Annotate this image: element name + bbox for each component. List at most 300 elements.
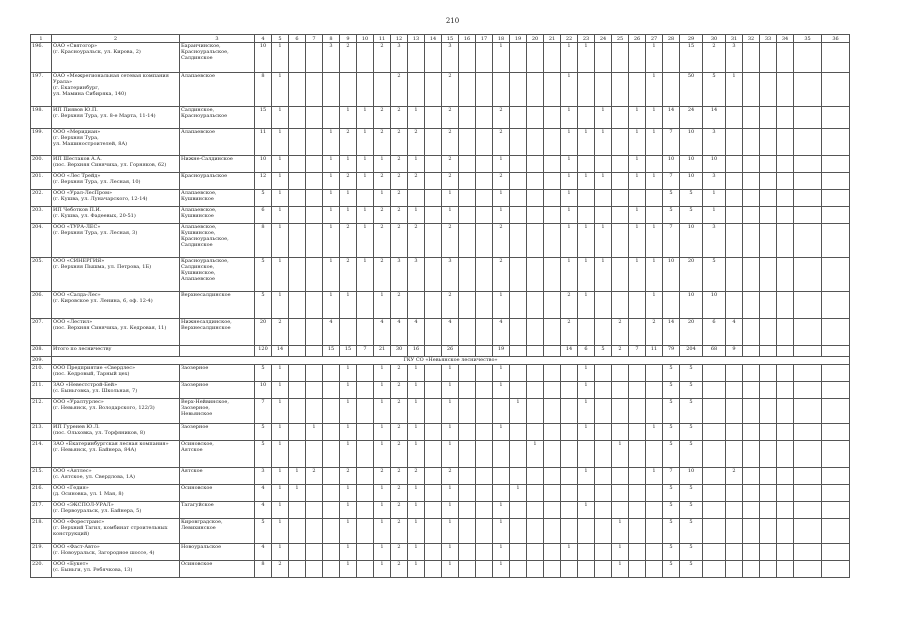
value-cell — [476, 502, 493, 519]
table-row — [31, 544, 850, 561]
section-title: ГКУ СО «Невьянское лесничество» — [52, 357, 850, 365]
value-cell: 4 — [323, 319, 340, 346]
value-cell: 7 — [255, 399, 272, 424]
value-cell — [777, 382, 794, 399]
value-cell — [595, 544, 612, 561]
organization-cell: ОАО «Межрегиональная сетевая компания Урала» (г. Екатеринбург, ул. Мамина Сибиряка, 140) — [52, 73, 180, 107]
value-cell: 5 — [680, 207, 703, 224]
value-cell — [822, 319, 850, 346]
row-number: 200. — [31, 156, 52, 173]
value-cell — [510, 365, 527, 382]
value-cell: 5 — [255, 441, 272, 468]
value-cell — [743, 292, 760, 319]
value-cell: 2 — [612, 319, 629, 346]
value-cell: 2 — [391, 190, 408, 207]
value-cell — [510, 207, 527, 224]
value-cell — [527, 190, 544, 207]
value-cell — [561, 502, 578, 519]
value-cell — [612, 156, 629, 173]
value-cell — [510, 224, 527, 258]
forestry-district-cell: Алапаевское — [180, 129, 255, 156]
value-cell: 1 — [703, 207, 726, 224]
value-cell — [794, 485, 822, 502]
value-cell — [794, 399, 822, 424]
value-cell — [459, 190, 476, 207]
value-cell — [822, 43, 850, 73]
value-cell — [822, 519, 850, 544]
value-cell — [510, 129, 527, 156]
value-cell — [510, 107, 527, 129]
organization-cell: ООО «ЭКСПОЛ-УРАЛ» (г. Первоуральск, ул. Байнера, 5) — [52, 502, 180, 519]
value-cell: 5 — [663, 424, 680, 441]
value-cell: 8 — [255, 224, 272, 258]
value-cell — [510, 292, 527, 319]
value-cell — [777, 346, 794, 357]
value-cell — [357, 43, 374, 73]
value-cell: 15 — [680, 43, 703, 73]
value-cell — [289, 107, 306, 129]
column-header: 24 — [595, 35, 612, 43]
column-header: 16 — [459, 35, 476, 43]
value-cell — [595, 561, 612, 578]
value-cell — [459, 502, 476, 519]
organization-cell: ООО «Лестил» (пос. Верхняя Синячиха, ул. Кедровая, 11) — [52, 319, 180, 346]
value-cell — [459, 424, 476, 441]
value-cell — [425, 73, 442, 107]
value-cell: 1 — [357, 207, 374, 224]
value-cell — [760, 468, 777, 485]
forestry-district-cell: Осиновское, Аятское — [180, 441, 255, 468]
value-cell — [306, 502, 323, 519]
value-cell: 1 — [357, 107, 374, 129]
value-cell: 1 — [323, 129, 340, 156]
value-cell — [612, 365, 629, 382]
value-cell — [425, 319, 442, 346]
value-cell — [527, 224, 544, 258]
value-cell: 1 — [323, 173, 340, 190]
table-row — [31, 485, 850, 502]
value-cell — [527, 129, 544, 156]
value-cell — [306, 173, 323, 190]
value-cell — [459, 319, 476, 346]
value-cell: 3 — [703, 129, 726, 156]
value-cell — [306, 207, 323, 224]
value-cell: 5 — [703, 258, 726, 292]
value-cell: 1 — [578, 365, 595, 382]
value-cell — [703, 468, 726, 485]
value-cell — [595, 502, 612, 519]
value-cell — [289, 129, 306, 156]
value-cell: 1 — [527, 441, 544, 468]
value-cell: 1 — [272, 485, 289, 502]
value-cell — [794, 365, 822, 382]
value-cell: 1 — [493, 382, 510, 399]
value-cell — [493, 468, 510, 485]
value-cell — [408, 190, 425, 207]
value-cell — [578, 190, 595, 207]
value-cell: 1 — [374, 544, 391, 561]
value-cell — [476, 544, 493, 561]
value-cell: 1 — [578, 173, 595, 190]
value-cell — [510, 502, 527, 519]
value-cell — [703, 561, 726, 578]
value-cell — [822, 292, 850, 319]
column-header: 21 — [544, 35, 561, 43]
value-cell — [629, 441, 646, 468]
value-cell — [578, 319, 595, 346]
value-cell: 1 — [442, 441, 459, 468]
value-cell — [544, 365, 561, 382]
value-cell: 1 — [374, 485, 391, 502]
value-cell: 16 — [408, 346, 425, 357]
value-cell: 1 — [340, 544, 357, 561]
value-cell — [794, 468, 822, 485]
value-cell — [544, 258, 561, 292]
organization-cell: ООО Предприятие «Свердлес» (пос. Кедровый, Тарный цех) — [52, 365, 180, 382]
value-cell: 1 — [612, 561, 629, 578]
organization-cell: ООО «Салда-Лес» (г. Кировское ул. Ленина, 6, оф. 12-4) — [52, 292, 180, 319]
value-cell — [527, 519, 544, 544]
value-cell: 1 — [646, 468, 663, 485]
value-cell — [544, 561, 561, 578]
table-row — [31, 357, 850, 365]
value-cell — [306, 73, 323, 107]
value-cell — [629, 561, 646, 578]
value-cell: 5 — [255, 190, 272, 207]
value-cell — [561, 382, 578, 399]
value-cell — [777, 107, 794, 129]
value-cell — [743, 468, 760, 485]
value-cell: 1 — [442, 207, 459, 224]
value-cell: 15 — [340, 346, 357, 357]
value-cell: 1 — [323, 292, 340, 319]
value-cell: 1 — [442, 519, 459, 544]
value-cell — [357, 502, 374, 519]
row-number: 214. — [31, 441, 52, 468]
row-number: 198. — [31, 107, 52, 129]
row-number: 205. — [31, 258, 52, 292]
value-cell — [306, 399, 323, 424]
value-cell — [357, 319, 374, 346]
value-cell: 5 — [680, 365, 703, 382]
column-header: 9 — [340, 35, 357, 43]
value-cell: 1 — [340, 207, 357, 224]
column-header: 12 — [391, 35, 408, 43]
value-cell — [760, 424, 777, 441]
value-cell: 4 — [442, 319, 459, 346]
value-cell: 1 — [646, 73, 663, 107]
value-cell — [476, 73, 493, 107]
value-cell — [527, 207, 544, 224]
value-cell — [425, 365, 442, 382]
value-cell: 2 — [493, 224, 510, 258]
value-cell — [527, 258, 544, 292]
value-cell — [595, 382, 612, 399]
value-cell: 1 — [629, 156, 646, 173]
value-cell — [289, 441, 306, 468]
value-cell: 7 — [663, 224, 680, 258]
value-cell: 1 — [408, 519, 425, 544]
forestry-district-cell: Алапаевское, Кушвинское — [180, 207, 255, 224]
value-cell: 19 — [493, 346, 510, 357]
value-cell — [777, 365, 794, 382]
value-cell: 2 — [340, 129, 357, 156]
column-header: 19 — [510, 35, 527, 43]
row-number: 213. — [31, 424, 52, 441]
value-cell — [743, 224, 760, 258]
value-cell — [743, 544, 760, 561]
value-cell — [459, 544, 476, 561]
value-cell — [629, 365, 646, 382]
value-cell — [726, 156, 743, 173]
value-cell — [544, 173, 561, 190]
value-cell — [646, 561, 663, 578]
value-cell: 1 — [578, 468, 595, 485]
value-cell — [794, 382, 822, 399]
value-cell — [544, 382, 561, 399]
value-cell — [306, 365, 323, 382]
table-row — [31, 424, 850, 441]
value-cell: 3 — [408, 258, 425, 292]
value-cell: 5 — [680, 190, 703, 207]
value-cell — [306, 519, 323, 544]
value-cell: 1 — [612, 544, 629, 561]
value-cell: 1 — [340, 519, 357, 544]
row-number: 218. — [31, 519, 52, 544]
value-cell — [493, 485, 510, 502]
value-cell — [544, 346, 561, 357]
value-cell — [760, 519, 777, 544]
value-cell — [340, 319, 357, 346]
column-header: 29 — [680, 35, 703, 43]
value-cell — [612, 129, 629, 156]
organization-cell: ООО «Урал-ЛесПром» (г. Кушва, ул. Луначарского, 12-14) — [52, 190, 180, 207]
value-cell — [794, 319, 822, 346]
value-cell: 1 — [272, 107, 289, 129]
value-cell — [527, 502, 544, 519]
value-cell — [323, 424, 340, 441]
value-cell: 4 — [391, 319, 408, 346]
value-cell: 2 — [340, 173, 357, 190]
organization-cell: ООО «Форестранс» (г. Верхний Тагил, комбинат строительных конструкций) — [52, 519, 180, 544]
value-cell — [794, 43, 822, 73]
value-cell: 6 — [255, 207, 272, 224]
value-cell — [777, 129, 794, 156]
value-cell: 1 — [493, 156, 510, 173]
organization-cell: ЗАО «Екатеринбургская лесная компания» (г. Невьянск, ул. Байнера, 84А) — [52, 441, 180, 468]
table-row — [31, 207, 850, 224]
value-cell — [306, 561, 323, 578]
value-cell: 1 — [595, 129, 612, 156]
column-header: 5 — [272, 35, 289, 43]
value-cell — [476, 424, 493, 441]
value-cell — [703, 382, 726, 399]
value-cell: 2 — [391, 365, 408, 382]
value-cell — [425, 485, 442, 502]
value-cell — [527, 173, 544, 190]
value-cell: 1 — [323, 224, 340, 258]
value-cell — [760, 156, 777, 173]
value-cell — [777, 544, 794, 561]
value-cell: 1 — [272, 224, 289, 258]
value-cell: 2 — [391, 399, 408, 424]
value-cell: 2 — [391, 468, 408, 485]
value-cell: 1 — [272, 129, 289, 156]
value-cell — [595, 399, 612, 424]
value-cell: 1 — [442, 399, 459, 424]
value-cell: 1 — [374, 441, 391, 468]
value-cell: 1 — [374, 156, 391, 173]
value-cell — [794, 561, 822, 578]
value-cell — [357, 292, 374, 319]
value-cell: 1 — [442, 190, 459, 207]
value-cell: 1 — [578, 292, 595, 319]
value-cell: 1 — [408, 424, 425, 441]
table-row — [31, 382, 850, 399]
value-cell: 1 — [323, 190, 340, 207]
value-cell — [510, 519, 527, 544]
value-cell: 1 — [561, 156, 578, 173]
value-cell — [612, 258, 629, 292]
value-cell: 1 — [340, 399, 357, 424]
column-header: 28 — [663, 35, 680, 43]
value-cell — [459, 468, 476, 485]
column-header: 33 — [760, 35, 777, 43]
value-cell — [289, 519, 306, 544]
value-cell: 3 — [703, 224, 726, 258]
table-row — [31, 224, 850, 258]
value-cell — [743, 485, 760, 502]
value-cell: 6 — [703, 319, 726, 346]
value-cell — [760, 173, 777, 190]
value-cell — [794, 544, 822, 561]
value-cell — [777, 424, 794, 441]
value-cell — [743, 258, 760, 292]
value-cell — [822, 485, 850, 502]
value-cell — [777, 156, 794, 173]
value-cell — [743, 129, 760, 156]
value-cell — [612, 190, 629, 207]
value-cell: 10 — [255, 382, 272, 399]
value-cell — [544, 156, 561, 173]
value-cell: 5 — [595, 346, 612, 357]
value-cell — [323, 107, 340, 129]
value-cell — [527, 382, 544, 399]
value-cell: 1 — [561, 190, 578, 207]
value-cell — [646, 365, 663, 382]
value-cell — [476, 107, 493, 129]
value-cell — [629, 190, 646, 207]
value-cell: 1 — [578, 258, 595, 292]
value-cell — [357, 544, 374, 561]
column-header: 14 — [425, 35, 442, 43]
value-cell: 1 — [374, 502, 391, 519]
value-cell — [760, 544, 777, 561]
value-cell — [510, 424, 527, 441]
value-cell — [726, 224, 743, 258]
organization-cell: ООО «Меридиан» (г. Верхняя Тура, ул. Машиностроителей, 8А) — [52, 129, 180, 156]
value-cell — [822, 156, 850, 173]
organization-cell: ООО «Уралтурлес» (г. Невьянск, ул. Володарского, 122/3) — [52, 399, 180, 424]
value-cell: 2 — [391, 173, 408, 190]
value-cell — [760, 485, 777, 502]
table-row — [31, 190, 850, 207]
value-cell — [476, 561, 493, 578]
value-cell: 2 — [391, 107, 408, 129]
value-cell: 1 — [272, 502, 289, 519]
value-cell: 2 — [391, 519, 408, 544]
value-cell: 1 — [323, 258, 340, 292]
value-cell — [459, 519, 476, 544]
value-cell: 15 — [323, 346, 340, 357]
value-cell — [726, 365, 743, 382]
value-cell: 7 — [663, 173, 680, 190]
value-cell — [629, 519, 646, 544]
value-cell — [743, 43, 760, 73]
value-cell: 2 — [374, 43, 391, 73]
value-cell: 15 — [255, 107, 272, 129]
value-cell: 5 — [680, 502, 703, 519]
value-cell — [629, 502, 646, 519]
value-cell — [306, 382, 323, 399]
value-cell: 68 — [703, 346, 726, 357]
value-cell: 3 — [391, 258, 408, 292]
value-cell: 2 — [340, 468, 357, 485]
table-row — [31, 561, 850, 578]
column-header: 17 — [476, 35, 493, 43]
value-cell: 1 — [289, 485, 306, 502]
value-cell — [629, 544, 646, 561]
value-cell: 1 — [646, 424, 663, 441]
column-header: 7 — [306, 35, 323, 43]
value-cell: 5 — [255, 424, 272, 441]
value-cell — [476, 156, 493, 173]
value-cell: 2 — [374, 207, 391, 224]
value-cell — [306, 43, 323, 73]
value-cell — [527, 292, 544, 319]
value-cell: 2 — [408, 173, 425, 190]
value-cell — [544, 129, 561, 156]
value-cell — [425, 190, 442, 207]
value-cell — [425, 224, 442, 258]
value-cell — [459, 73, 476, 107]
value-cell — [323, 561, 340, 578]
value-cell — [289, 502, 306, 519]
value-cell: 14 — [703, 107, 726, 129]
row-number: 201. — [31, 173, 52, 190]
value-cell — [822, 441, 850, 468]
value-cell: 8 — [255, 73, 272, 107]
value-cell — [306, 346, 323, 357]
value-cell: 5 — [703, 73, 726, 107]
value-cell — [527, 319, 544, 346]
value-cell — [760, 319, 777, 346]
value-cell — [510, 382, 527, 399]
value-cell: 1 — [272, 424, 289, 441]
value-cell — [289, 292, 306, 319]
value-cell: 30 — [391, 346, 408, 357]
value-cell — [357, 365, 374, 382]
value-cell: 5 — [680, 399, 703, 424]
value-cell: 1 — [340, 502, 357, 519]
value-cell: 1 — [272, 207, 289, 224]
column-header: 2 — [52, 35, 180, 43]
value-cell — [493, 73, 510, 107]
value-cell — [527, 346, 544, 357]
value-cell: 5 — [680, 424, 703, 441]
value-cell — [595, 319, 612, 346]
value-cell — [629, 319, 646, 346]
